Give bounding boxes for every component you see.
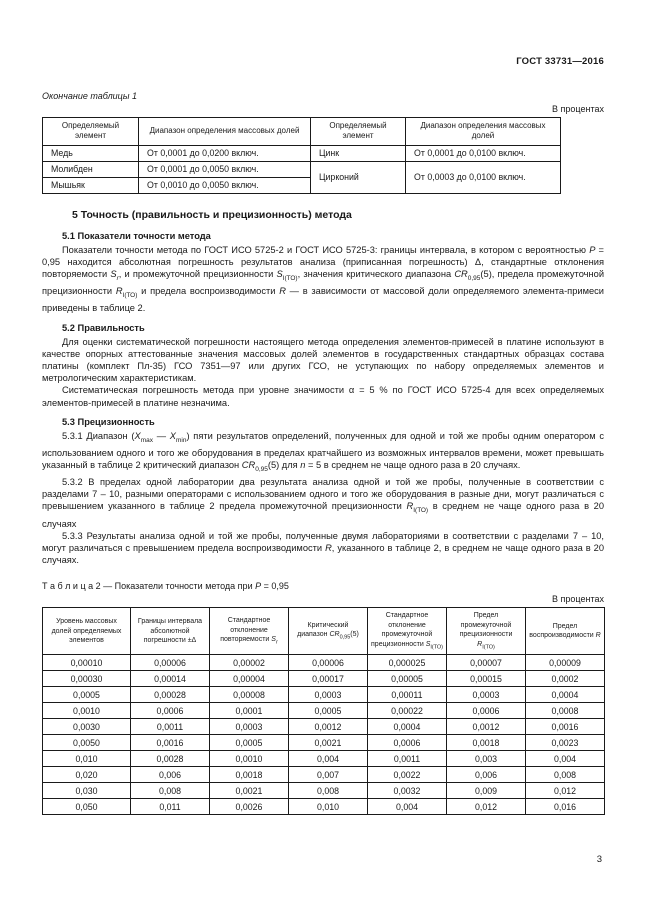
table1-cell: Медь (43, 145, 139, 161)
table2-header-cell: Предел промежуточной прецизионности $R_{I(ТО)}$ (447, 608, 526, 655)
table2-body (43, 655, 605, 815)
table2-cell: 0,0006 (447, 703, 526, 719)
table2-header-cell: Границы интервала абсолютной погрешности ±Δ (131, 608, 210, 655)
table2-cell: 0,008 (526, 767, 605, 783)
section-5-2-paragraph-1: Для оценки систематической погрешности настоящего метода определения элементов-примесей в платине используют в качестве опорных аттестованные значения массовых долей элементов в государственных стандартных образцах состава платины (комплект Пл-35) ГСО 7351—97 или других ГСО, не уступающих по набору определяемых элементов и метрологическим характеристикам. (42, 336, 604, 384)
section-5-3-2-paragraph: 5.3.2 В пределах одной лаборатории два результата анализа одной и той же пробы, полученные в соответствии с разделами 7 – 10, разными операторами с использованием одного и того же оборудования в разные дни, могут различаться с превышением указанного в таблице 2 предела промежуточной прецизионности $R_{I(ТО)}$ в среднем не чаще одного раза в 20 случаях (42, 477, 605, 529)
table2-row (43, 783, 605, 799)
table2-cell: 0,00007 (447, 655, 526, 671)
table1-cell: Мышьяк (43, 177, 139, 193)
table1-cell: От 0,0003 до 0,0100 включ. (406, 161, 561, 193)
table2-cell: 0,0001 (210, 703, 289, 719)
table2-cell: 0,0010 (43, 703, 131, 719)
table2-cell: 0,010 (43, 751, 131, 767)
table2-cell: 0,00008 (210, 687, 289, 703)
table1-cell: Цирконий (311, 161, 406, 193)
table2-cell: 0,011 (131, 799, 210, 815)
table2-header-cell: Стандартное отклонение промежуточной прецизионности $S_{I(ТО)}$ (368, 608, 447, 655)
table2-row (43, 735, 605, 751)
table2-cell: 0,0002 (526, 671, 605, 687)
table2-cell: 0,0012 (447, 719, 526, 735)
table2-cell: 0,030 (43, 783, 131, 799)
table2-cell: 0,010 (289, 799, 368, 815)
table2-cell: 0,0005 (289, 703, 368, 719)
table1-header-cell: Определяемый элемент (43, 118, 139, 146)
table2-cell: 0,003 (447, 751, 526, 767)
table2-header-row (43, 608, 605, 655)
table1-cell: От 0,0001 до 0,0200 включ. (139, 145, 311, 161)
table2-cell: 0,0032 (368, 783, 447, 799)
table2-cell: 0,00002 (210, 655, 289, 671)
section-5-1-paragraph: Показатели точности метода по ГОСТ ИСО 5725-2 и ГОСТ ИСО 5725-3: границы интервала, в котором с вероятностью P = 0,95 находится абсолютная погрешность результатов анализа (приписанная погрешность) Δ, стандартные отклонения повторяемости $S_r$, и промежуточной прецизионности $S_{I(ТО)}$, значения критического диапазона $CR_{0,95}(5)$, предела промежуточной прецизионности $R_{I(ТО)}$ и предела воспроизводимости R — в зависимости от массовой доли определяемого элемента-примеси приведены в таблице 2. (42, 244, 605, 314)
section-5-3-heading: 5.3 Прецизионность (62, 416, 155, 427)
table2-header-cell: Уровень массовых долей определяемых элементов (43, 608, 131, 655)
table2-cell: 0,0026 (210, 799, 289, 815)
table2-cell: 0,00005 (368, 671, 447, 687)
table1-header-cell: Диапазон определения массовых долей (406, 118, 561, 146)
section-5-3-1-paragraph: 5.3.1 Диапазон ($X_{max}$ — $X_{min}$) пяти результатов определений, полученных для одной и той же пробы одним оператором с использованием одного и того же оборудования в пределах кратчайшего из возможных интервалов времени, может превышать указанный в таблице 2 критический диапазон $CR_{0,95}(5)$ для n = 5 в среднем не чаще одного раза в 20 случаях. (42, 430, 604, 473)
table2-row (43, 703, 605, 719)
table2-cell: 0,008 (289, 783, 368, 799)
table2-cell: 0,008 (131, 783, 210, 799)
table2-precision-indicators (42, 607, 605, 815)
table2-cell: 0,0008 (526, 703, 605, 719)
table2-cell: 0,004 (368, 799, 447, 815)
table1-header-cell: Определяемый элемент (311, 118, 406, 146)
table2-cell: 0,006 (131, 767, 210, 783)
table2-cell: 0,0018 (447, 735, 526, 751)
table1-units-label: В процентах (552, 104, 604, 114)
table2-row (43, 767, 605, 783)
table2-cell: 0,0004 (368, 719, 447, 735)
table2-cell: 0,0003 (210, 719, 289, 735)
table2-cell: 0,0003 (447, 687, 526, 703)
table2-cell: 0,0004 (526, 687, 605, 703)
table2-cell: 0,0011 (368, 751, 447, 767)
table2-cell: 0,004 (526, 751, 605, 767)
table2-caption: Т а б л и ц а 2 — Показатели точности метода при P = 0,95 (42, 581, 289, 592)
table2-cell: 0,0030 (43, 719, 131, 735)
table2-cell: 0,00004 (210, 671, 289, 687)
table1-cell: От 0,0001 до 0,0050 включ. (139, 161, 311, 177)
table2-cell: 0,0018 (210, 767, 289, 783)
table1-cell: Молибден (43, 161, 139, 177)
table2-row (43, 687, 605, 703)
table2-cell: 0,0016 (526, 719, 605, 735)
table2-cell: 0,0005 (43, 687, 131, 703)
table2-row (43, 655, 605, 671)
table2-cell: 0,00022 (368, 703, 447, 719)
table2-header-cell: Стандартное отклонение повторяемости $S_r$ (210, 608, 289, 655)
section-5-2-heading: 5.2 Правильность (62, 322, 145, 333)
table2-cell: 0,0012 (289, 719, 368, 735)
table2-cell: 0,000025 (368, 655, 447, 671)
page-number: 3 (596, 854, 602, 865)
table2-cell: 0,00017 (289, 671, 368, 687)
table2-row (43, 799, 605, 815)
table2-cell: 0,004 (289, 751, 368, 767)
table2-cell: 0,012 (526, 783, 605, 799)
table2-cell: 0,00015 (447, 671, 526, 687)
table2-cell: 0,00014 (131, 671, 210, 687)
table2-cell: 0,00030 (43, 671, 131, 687)
table1-cell: Цинк (311, 145, 406, 161)
table2-cell: 0,006 (447, 767, 526, 783)
table2-cell: 0,0022 (368, 767, 447, 783)
table1-header-row (43, 118, 561, 146)
table2-cell: 0,020 (43, 767, 131, 783)
table1-continuation-caption: Окончание таблицы 1 (42, 91, 137, 101)
table2-units-label: В процентах (552, 594, 604, 605)
table2-cell: 0,0021 (210, 783, 289, 799)
table2-cell: 0,0028 (131, 751, 210, 767)
table2-cell: 0,0016 (131, 735, 210, 751)
section-5-heading: 5 Точность (правильность и прецизионность) метода (72, 208, 352, 221)
table2-cell: 0,00009 (526, 655, 605, 671)
table2-row (43, 719, 605, 735)
table2-row (43, 671, 605, 687)
table1-row (43, 145, 561, 161)
table1-elements-ranges (42, 117, 561, 194)
table2-cell: 0,0010 (210, 751, 289, 767)
table1-body (43, 145, 561, 193)
table2-cell: 0,016 (526, 799, 605, 815)
table2-cell: 0,0021 (289, 735, 368, 751)
table2-cell: 0,0023 (526, 735, 605, 751)
table1-header-cell: Диапазон определения массовых долей (139, 118, 311, 146)
table2-cell: 0,007 (289, 767, 368, 783)
table2-cell: 0,0005 (210, 735, 289, 751)
table2-header-cell: Критический диапазон $CR_{0,95}(5)$ (289, 608, 368, 655)
table2-cell: 0,012 (447, 799, 526, 815)
table1-cell: От 0,0001 до 0,0100 включ. (406, 145, 561, 161)
table2-cell: 0,050 (43, 799, 131, 815)
section-5-1-heading: 5.1 Показатели точности метода (62, 230, 211, 241)
table2-cell: 0,00006 (131, 655, 210, 671)
table2-cell: 0,0011 (131, 719, 210, 735)
section-5-3-3-paragraph: 5.3.3 Результаты анализа одной и той же пробы, полученные двумя лабораториями в соответствии с разделами 7 – 10, могут различаться с превышением предела воспроизводимости R, указанного в таблице 2, в среднем не чаще одного раза в 20 случаях. (42, 530, 605, 566)
table2-cell: 0,00011 (368, 687, 447, 703)
standard-number: ГОСТ 33731—2016 (516, 56, 604, 67)
table2-header-cell: Предел воспроизводимости R (526, 608, 605, 655)
table2-row (43, 751, 605, 767)
table2-cell: 0,0050 (43, 735, 131, 751)
table1-row (43, 161, 561, 177)
table2-cell: 0,00028 (131, 687, 210, 703)
table2-cell: 0,0003 (289, 687, 368, 703)
section-5-2-paragraph-2: Систематическая погрешность метода при уровне значимости α = 5 % по ГОСТ ИСО 5725-4 для всех определяемых элементов-примесей в платине незначима. (42, 385, 604, 408)
table1-cell: От 0,0010 до 0,0050 включ. (139, 177, 311, 193)
table2-cell: 0,0006 (368, 735, 447, 751)
table2-cell: 0,009 (447, 783, 526, 799)
table2-cell: 0,00006 (289, 655, 368, 671)
table2-cell: 0,0006 (131, 703, 210, 719)
table2-cell: 0,00010 (43, 655, 131, 671)
